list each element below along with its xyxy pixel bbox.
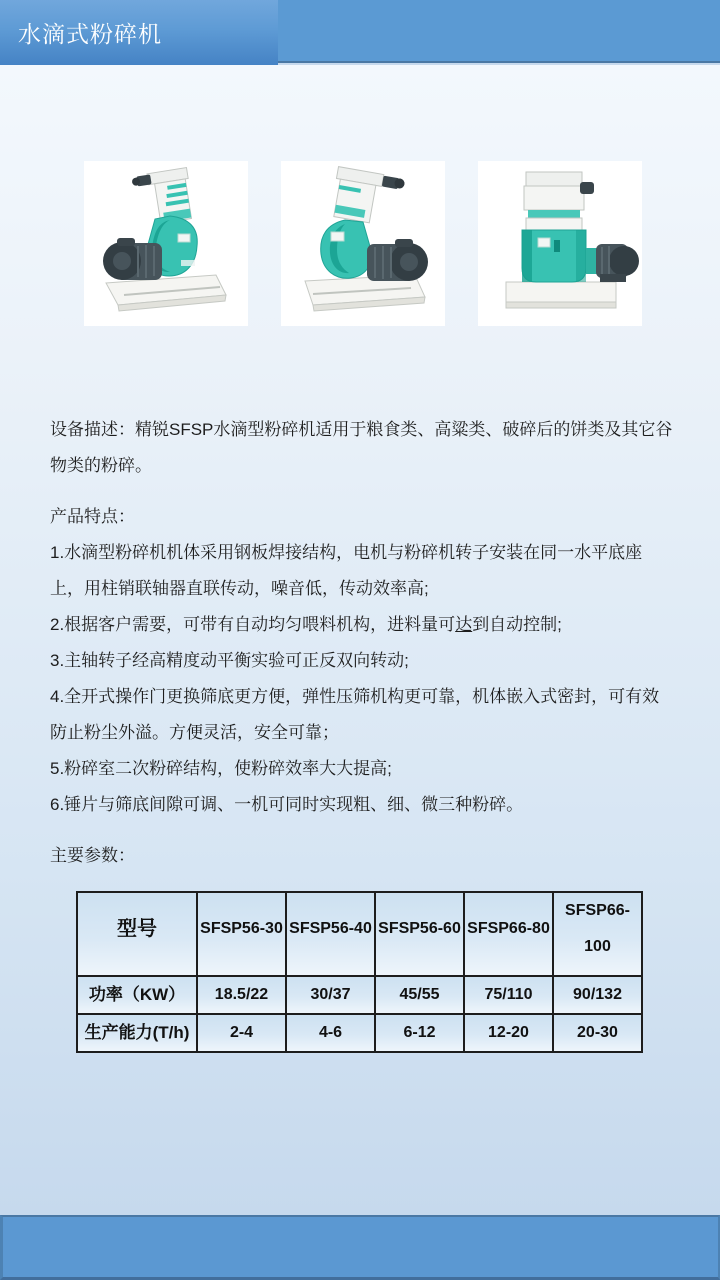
power-value-2: 30/37 [286, 976, 375, 1014]
page-title: 水滴式粉碎机 [18, 21, 162, 47]
features-title: 产品特点： [50, 507, 135, 526]
column-header-sfsp66-80: SFSP66-80 [464, 892, 553, 976]
row-label-power: 功率（KW） [77, 976, 197, 1014]
capacity-value-2: 4-6 [286, 1014, 375, 1052]
params-title: 主要参数： [50, 846, 135, 865]
parameters-table [76, 891, 643, 1053]
hammer-mill-angled-left-illustration [86, 164, 246, 324]
capacity-value-5: 20-30 [553, 1014, 642, 1052]
row-label-capacity: 生产能力(T/h) [77, 1014, 197, 1052]
product-image-left [84, 161, 248, 326]
power-value-1: 18.5/22 [197, 976, 286, 1014]
device-description: 设备描述：精锐SFSP水滴型粉碎机适用于粮食类、高粱类、破碎后的饼类及其它谷物类的粉碎。 [50, 420, 673, 475]
content-area [0, 65, 720, 1215]
feature-item-1: 1.水滴型粉碎机机体采用钢板焊接结构，电机与粉碎机转子安装在同一水平底座上，用柱销联轴器直联传动，噪音低，传动效率高; [50, 543, 643, 598]
feature-item-5: 5.粉碎室二次粉碎结构，使粉碎效率大大提高; [50, 759, 392, 778]
table-row-capacity [77, 1014, 642, 1052]
column-header-sfsp56-40: SFSP56-40 [286, 892, 375, 976]
capacity-value-4: 12-20 [464, 1014, 553, 1052]
table-header-row [77, 892, 642, 976]
feature-item-6: 6.锤片与筛底间隙可调、一机可同时实现粗、细、微三种粉碎。 [50, 795, 524, 814]
hammer-mill-front-illustration [480, 164, 640, 324]
product-image-center [281, 161, 445, 326]
feature-item-4: 4.全开式操作门更换筛底更方便，弹性压筛机构更可靠，机体嵌入式密封，可有效防止粉尘外溢。方便灵活，安全可靠； [50, 687, 660, 742]
capacity-value-1: 2-4 [197, 1014, 286, 1052]
footer-bar [0, 1215, 720, 1280]
page-header [0, 0, 720, 63]
feature-item-2-post: 到自动控制; [472, 615, 562, 634]
feature-item-2-underlined: 达 [455, 615, 473, 634]
column-header-model: 型号 [77, 892, 197, 976]
table-row-power [77, 976, 642, 1014]
product-text-block [0, 412, 720, 1053]
product-image-right [478, 161, 642, 326]
feature-item-2 [50, 607, 674, 643]
power-value-5: 90/132 [553, 976, 642, 1014]
power-value-4: 75/110 [464, 976, 553, 1014]
feature-item-2-pre: 2.根据客户需要，可带有自动均匀喂料机构，进料量可 [50, 615, 456, 634]
feature-item-3: 3.主轴转子经高精度动平衡实验可正反双向转动; [50, 651, 409, 670]
hammer-mill-angled-right-illustration [283, 164, 443, 324]
product-image-row [84, 161, 642, 326]
column-header-sfsp66-100: SFSP66-100 [553, 892, 642, 976]
capacity-value-3: 6-12 [375, 1014, 464, 1052]
column-header-sfsp56-60: SFSP56-60 [375, 892, 464, 976]
column-header-sfsp56-30: SFSP56-30 [197, 892, 286, 976]
active-nav-tab[interactable] [0, 0, 278, 65]
power-value-3: 45/55 [375, 976, 464, 1014]
